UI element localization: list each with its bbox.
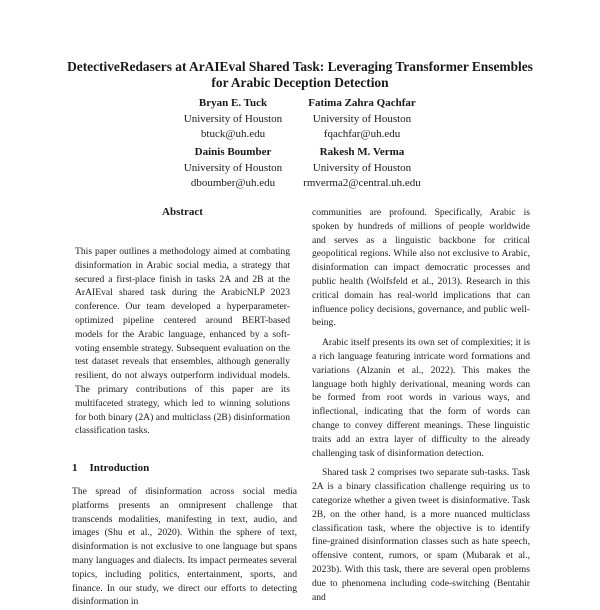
abstract-paragraph: This paper outlines a methodology aimed at combating disinformation in Arabic social media, a strategy that secured a first-place finish in tasks 2A and 2B at the ArAIEval shared task during the ArabicNLP 2023 conference. Our team developed a hyperparameter-optimized pipeline centered around BERT-based models for the Arabic language, enhanced by a soft-voting ensemble strategy. Subsequent evaluation on the test dataset reveals that ensembles, although generally resilient, do not always outperform individual models. The primary contributions of this paper are its multifaceted strategy, which led to winning solutions for both binary (2A) and multiclass (2B) disinformation classification tasks. <box>75 246 290 437</box>
abstract-heading: Abstract <box>162 206 203 218</box>
intro-paragraph: The spread of disinformation across social media platforms presents an omnipresent challenge that transcends modalities, manifesting in text, audio, and images (Shu et al., 2020). Within the sphere of text, disinformation is not exclusive to one language but spans many languages and dialects. Its impact permeates several topics, including politics, entertainment, sports, and finance. In our study, we direct our efforts to detecting disinformation in <box>72 486 297 608</box>
author-name: Bryan E. Tuck <box>198 97 268 109</box>
right-column <box>312 206 530 610</box>
author-name: Rakesh M. Verma <box>319 146 405 158</box>
author-affiliation: University of Houston <box>312 161 412 174</box>
paper-title: DetectiveRedasers at ArAIEval Shared Task: Leveraging Transformer Ensembles for Arabic Deception Detection <box>67 59 533 90</box>
author-email: fqachfar@uh.edu <box>323 128 401 140</box>
author-name: Dainis Boumber <box>194 146 272 158</box>
section-number: 1 <box>72 462 78 474</box>
body-paragraph: Shared task 2 comprises two separate sub-tasks. Task 2A is a binary classification challenge requiring us to categorize whether a given tweet is disinformative. Task 2B, on the other hand, is a more nuanced multiclass classification task, where the objective is to identify fine-grained disinformation classes such as hate speech, offensive content, rumors, or spam (Mubarak et al., 2023b). With this task, there are several open problems due to phenomena including code-switching (Bentahir and <box>312 467 530 603</box>
section-heading <box>72 462 149 474</box>
body-paragraph: communities are profound. Specifically, Arabic is spoken by hundreds of millions of people worldwide and serves as a linguistic backbone for critical geopolitical regions. While also not exclusive to Arabic, disinformation can impact democratic processes and public health (Wolfsfeld et al., 2013). Research in this critical domain has real-world implications that can influence policy decisions, governance, and public well-being. <box>312 207 530 329</box>
author-block <box>277 96 447 143</box>
author-email: btuck@uh.edu <box>200 128 266 140</box>
author-affiliation: University of Houston <box>183 112 283 125</box>
author-affiliation: University of Houston <box>312 112 412 125</box>
author-block <box>277 145 447 192</box>
author-affiliation: University of Houston <box>183 161 283 174</box>
abstract-text <box>75 245 290 438</box>
section-title: Introduction <box>89 462 150 474</box>
intro-text <box>72 485 297 609</box>
author-email: dboumber@uh.edu <box>190 177 276 189</box>
body-paragraph: Arabic itself presents its own set of complexities; it is a rich language featuring intricate word formations and variations (Alzanin et al., 2022). This makes the language both highly derivational, meaning words can be formed from root words in various ways, and inflectional, indicating that the form of words can change to convey different meanings. These linguistic traits add an extra layer of difficulty to the already challenging task of disinformation detection. <box>312 337 530 459</box>
author-name: Fatima Zahra Qachfar <box>308 97 416 109</box>
author-email: rmverma2@central.uh.edu <box>303 177 421 189</box>
